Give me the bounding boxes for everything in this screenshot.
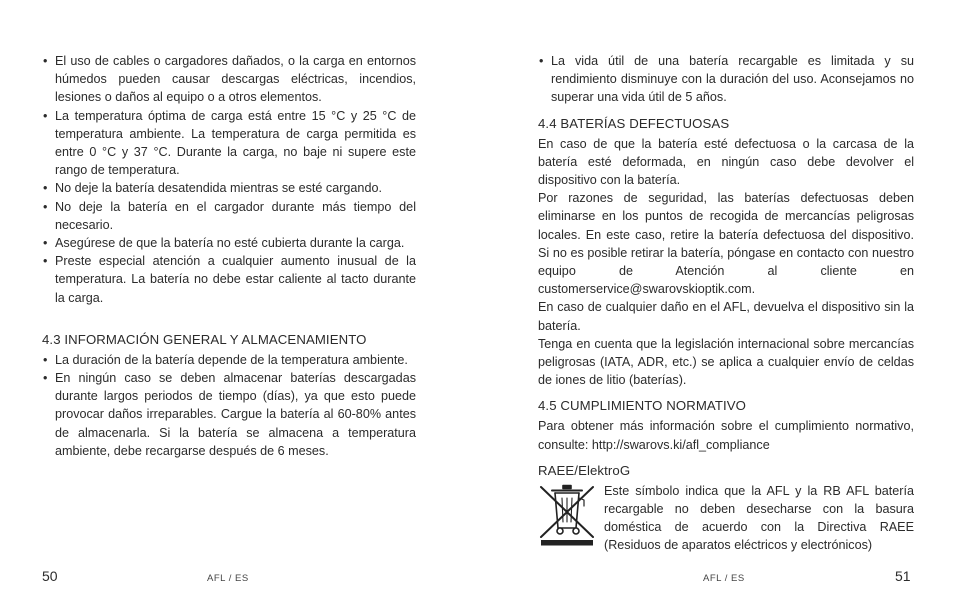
weee-paragraph: Este símbolo indica que la AFL y la RB AFL batería recargable no deben desecharse con la basura doméstica de acuerdo con la Directiva RAEE (Residuos de aparatos eléctricos y electrónicos) bbox=[604, 483, 914, 553]
right-column bbox=[538, 52, 914, 555]
footer-label: AFL / ES bbox=[703, 573, 745, 584]
paragraph: En caso de cualquier daño en el AFL, devuelva el dispositivo sin la batería. bbox=[538, 300, 914, 333]
left-column bbox=[42, 52, 416, 460]
page-number: 50 bbox=[42, 568, 58, 584]
paragraph: En caso de que la batería esté defectuosa o la carcasa de la batería esté deformada, en ningún caso debe devolver el dispositivo con la batería. bbox=[538, 136, 914, 188]
list-item: • No deje la batería desatendida mientras se esté cargando. bbox=[42, 179, 416, 197]
paragraph: Tenga en cuenta que la legislación internacional sobre mercancías peligrosas (IATA, ADR, etc.) se aplica a cualquier envío de celdas de iones de litio (baterías). bbox=[538, 336, 914, 388]
charging-bullet-list bbox=[42, 52, 416, 307]
list-item: • No deje la batería en el cargador durante más tiempo del necesario. bbox=[42, 198, 416, 234]
footer-label: AFL / ES bbox=[207, 573, 249, 584]
list-item: • Preste especial atención a cualquier aumento inusual de la temperatura. La batería no debe estar caliente al tacto durante la carga. bbox=[42, 252, 416, 307]
page-number: 51 bbox=[895, 568, 911, 584]
paragraph: Por razones de seguridad, las baterías defectuosas deben eliminarse en los puntos de recogida de mercancías peligrosas locales. En este caso, retire la batería defectuosa del dispositivo. Si no es posible retirar la batería, póngase en contacto con nuestro equipo de Atención al cliente en customerservice@swarovskioptik.com. bbox=[538, 191, 914, 297]
list-item: • La vida útil de una batería recargable es limitada y su rendimiento disminuye con la duración del uso. Aconsejamos no superar una vida útil de 5 años. bbox=[538, 52, 914, 107]
battery-life-bullet-list bbox=[538, 52, 914, 107]
list-item: • Asegúrese de que la batería no esté cubierta durante la carga. bbox=[42, 234, 416, 252]
weee-block bbox=[538, 482, 914, 555]
compliance-paragraph: Para obtener más información sobre el cumplimiento normativo, consulte: http://swarovs.ki/afl_compliance bbox=[538, 419, 914, 452]
section-heading-4-4: 4.4 BATERÍAS DEFECTUOSAS bbox=[538, 115, 730, 131]
weee-heading: RAEE/ElektroG bbox=[538, 462, 631, 478]
section-heading-4-3: 4.3 INFORMACIÓN GENERAL Y ALMACENAMIENTO bbox=[42, 331, 367, 347]
list-item: • En ningún caso se deben almacenar baterías descargadas durante largos periodos de tiempo (días), ya que esto puede provocar daños irreparables. Cargue la batería al 60-80% antes de almacenarla. Si la batería se almacena a temperatura ambiente, debe recargarse después de 6 meses. bbox=[42, 369, 416, 460]
list-item: • El uso de cables o cargadores dañados, o la carga en entornos húmedos pueden causar descargas eléctricas, incendios, lesiones o daños al equipo o a otros elementos. bbox=[42, 52, 416, 107]
right-page bbox=[477, 0, 954, 614]
list-item: • La duración de la batería depende de la temperatura ambiente. bbox=[42, 351, 416, 369]
list-item: • La temperatura óptima de carga está entre 15 °C y 25 °C de temperatura ambiente. La temperatura de carga permitida es entre 0 °C y 37 °C. Durante la carga, no baje ni supere este rango de temperatura. bbox=[42, 107, 416, 180]
section-heading-4-5: 4.5 CUMPLIMIENTO NORMATIVO bbox=[538, 398, 747, 414]
crossed-out-wheelie-bin-icon bbox=[538, 484, 596, 546]
storage-bullet-list bbox=[42, 351, 416, 460]
